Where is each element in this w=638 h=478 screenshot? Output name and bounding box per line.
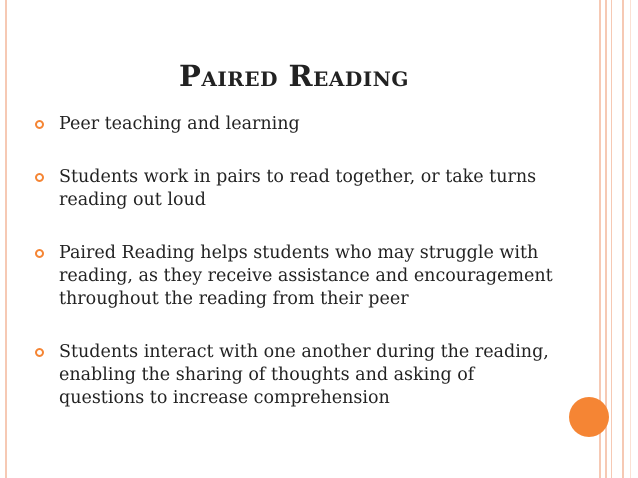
bullet-circle-icon bbox=[35, 120, 44, 129]
orange-circle-decoration bbox=[569, 397, 609, 437]
right-border-line bbox=[611, 0, 612, 478]
bullet-text: Peer teaching and learning bbox=[59, 114, 300, 134]
right-border-line bbox=[622, 0, 624, 478]
bullet-circle-icon bbox=[35, 249, 44, 258]
slide-title: Paired Reading bbox=[179, 59, 409, 93]
bullet-list bbox=[35, 113, 555, 410]
right-border-line bbox=[630, 0, 631, 478]
bullet-text: Paired Reading helps students who may struggle with reading, as they receive assistance and encouragement throughout the reading from their peer bbox=[59, 243, 553, 309]
bullet-item bbox=[35, 113, 555, 136]
bullet-item bbox=[35, 341, 555, 410]
bullet-item bbox=[35, 166, 555, 212]
bullet-circle-icon bbox=[35, 173, 44, 182]
bullet-circle-icon bbox=[35, 348, 44, 357]
bullet-text: Students interact with one another during the reading, enabling the sharing of thoughts and asking of questions to increase comprehension bbox=[59, 342, 549, 408]
bullet-text: Students work in pairs to read together, or take turns reading out loud bbox=[59, 167, 537, 210]
bullet-item bbox=[35, 242, 555, 311]
